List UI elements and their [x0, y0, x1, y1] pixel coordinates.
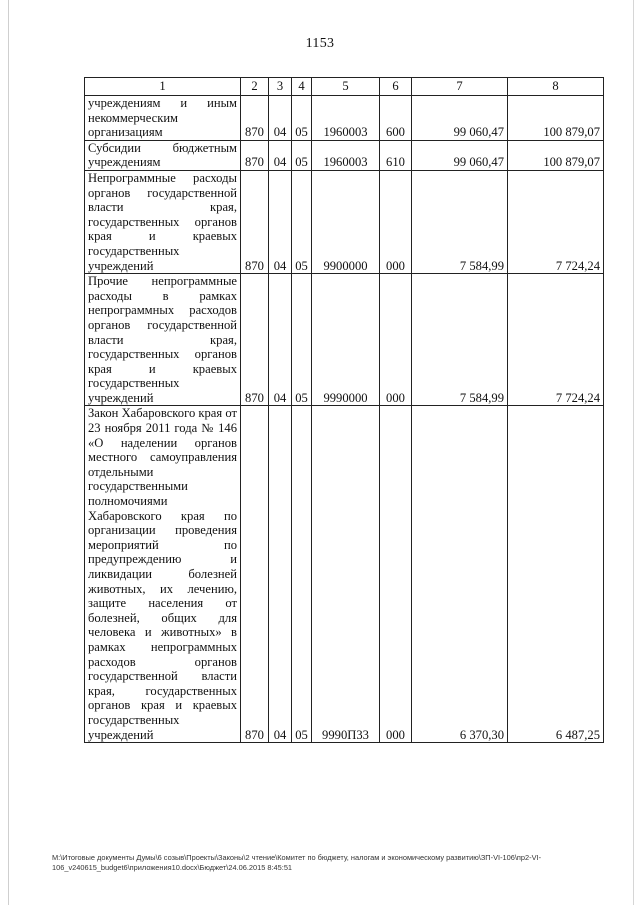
- table-row: [85, 274, 604, 406]
- admin-code-cell: 870: [241, 406, 269, 743]
- row-name: Непрограммные расходы органов государственной власти края, государственных органов края и краевых государственных учреждений: [88, 170, 237, 273]
- subsection-cell: 05: [292, 406, 312, 743]
- row-name: Субсидии бюджетным учреждениям: [88, 140, 237, 170]
- row-name-cell: [85, 274, 241, 406]
- expense-type-cell: 600: [380, 96, 412, 141]
- admin-code-cell: 870: [241, 274, 269, 406]
- header-cell: 8: [508, 78, 604, 96]
- amount-col8-cell: 100 879,07: [508, 140, 604, 170]
- subsection-cell: 05: [292, 274, 312, 406]
- admin-code-cell: 870: [241, 96, 269, 141]
- row-name: учреждениям и иным некоммерческим организациям: [88, 96, 237, 140]
- header-cell: 2: [241, 78, 269, 96]
- amount-col8-cell: 7 724,24: [508, 170, 604, 273]
- header-cell: 4: [292, 78, 312, 96]
- section-cell: 04: [269, 274, 292, 406]
- subsection-cell: 05: [292, 140, 312, 170]
- amount-col7-cell: 99 060,47: [412, 96, 508, 141]
- section-cell: 04: [269, 96, 292, 141]
- table-header-row: [85, 78, 604, 96]
- table-row: [85, 406, 604, 743]
- amount-col7-cell: 7 584,99: [412, 274, 508, 406]
- expense-type-cell: 610: [380, 140, 412, 170]
- row-name: Прочие непрограммные расходы в рамках непрограммных расходов органов государственной власти края, государственных органов края и краевых государственных учреждений: [88, 274, 237, 405]
- table-row: [85, 170, 604, 273]
- scan-edge-right: [633, 0, 634, 905]
- page-number: 1153: [305, 36, 335, 51]
- amount-col7-cell: 7 584,99: [412, 170, 508, 273]
- section-cell: 04: [269, 170, 292, 273]
- amount-col7-cell: 99 060,47: [412, 140, 508, 170]
- target-item-cell: 9990000: [312, 274, 380, 406]
- header-cell: 3: [269, 78, 292, 96]
- header-cell: 1: [85, 78, 241, 96]
- target-item-cell: 9900000: [312, 170, 380, 273]
- file-path-footer: M:\Итоговые документы Думы\6 созыв\Проекты\Законы\2 чтение\Комитет по бюджету, налогам и экономическому развитию\ЗП-VI-106\пр2-VI-106_v240615_budget6\приложения10.docx\Бюджет\24.06.2015 8:45:51: [52, 853, 542, 872]
- section-cell: 04: [269, 140, 292, 170]
- header-cell: 7: [412, 78, 508, 96]
- scan-edge-left: [8, 0, 9, 905]
- row-name-cell: [85, 96, 241, 141]
- amount-col8-cell: 7 724,24: [508, 274, 604, 406]
- expense-type-cell: 000: [380, 170, 412, 273]
- expense-type-cell: 000: [380, 406, 412, 743]
- expense-type-cell: 000: [380, 274, 412, 406]
- row-name-cell: [85, 140, 241, 170]
- amount-col7-cell: 6 370,30: [412, 406, 508, 743]
- section-cell: 04: [269, 406, 292, 743]
- table-row: [85, 140, 604, 170]
- subsection-cell: 05: [292, 96, 312, 141]
- row-name-cell: [85, 170, 241, 273]
- target-item-cell: 1960003: [312, 96, 380, 141]
- budget-table: [84, 77, 604, 743]
- target-item-cell: 1960003: [312, 140, 380, 170]
- table-row: [85, 96, 604, 141]
- header-cell: 5: [312, 78, 380, 96]
- amount-col8-cell: 6 487,25: [508, 406, 604, 743]
- admin-code-cell: 870: [241, 140, 269, 170]
- amount-col8-cell: 100 879,07: [508, 96, 604, 141]
- row-name: Закон Хабаровского края от 23 ноября 2011 года № 146 «О наделении органов местного самоуправления отдельными государственными полномочиями Хабаровского края по организации проведения мероприятий по предупреждению и ликвидации болезней животных, их лечению, защите населения от болезней, общих для человека и животных» в рамках непрограммных расходов органов государственной власти края, государственных органов края и краевых государственных учреждений: [88, 406, 237, 742]
- subsection-cell: 05: [292, 170, 312, 273]
- header-cell: 6: [380, 78, 412, 96]
- admin-code-cell: 870: [241, 170, 269, 273]
- row-name-cell: [85, 406, 241, 743]
- target-item-cell: 9990П33: [312, 406, 380, 743]
